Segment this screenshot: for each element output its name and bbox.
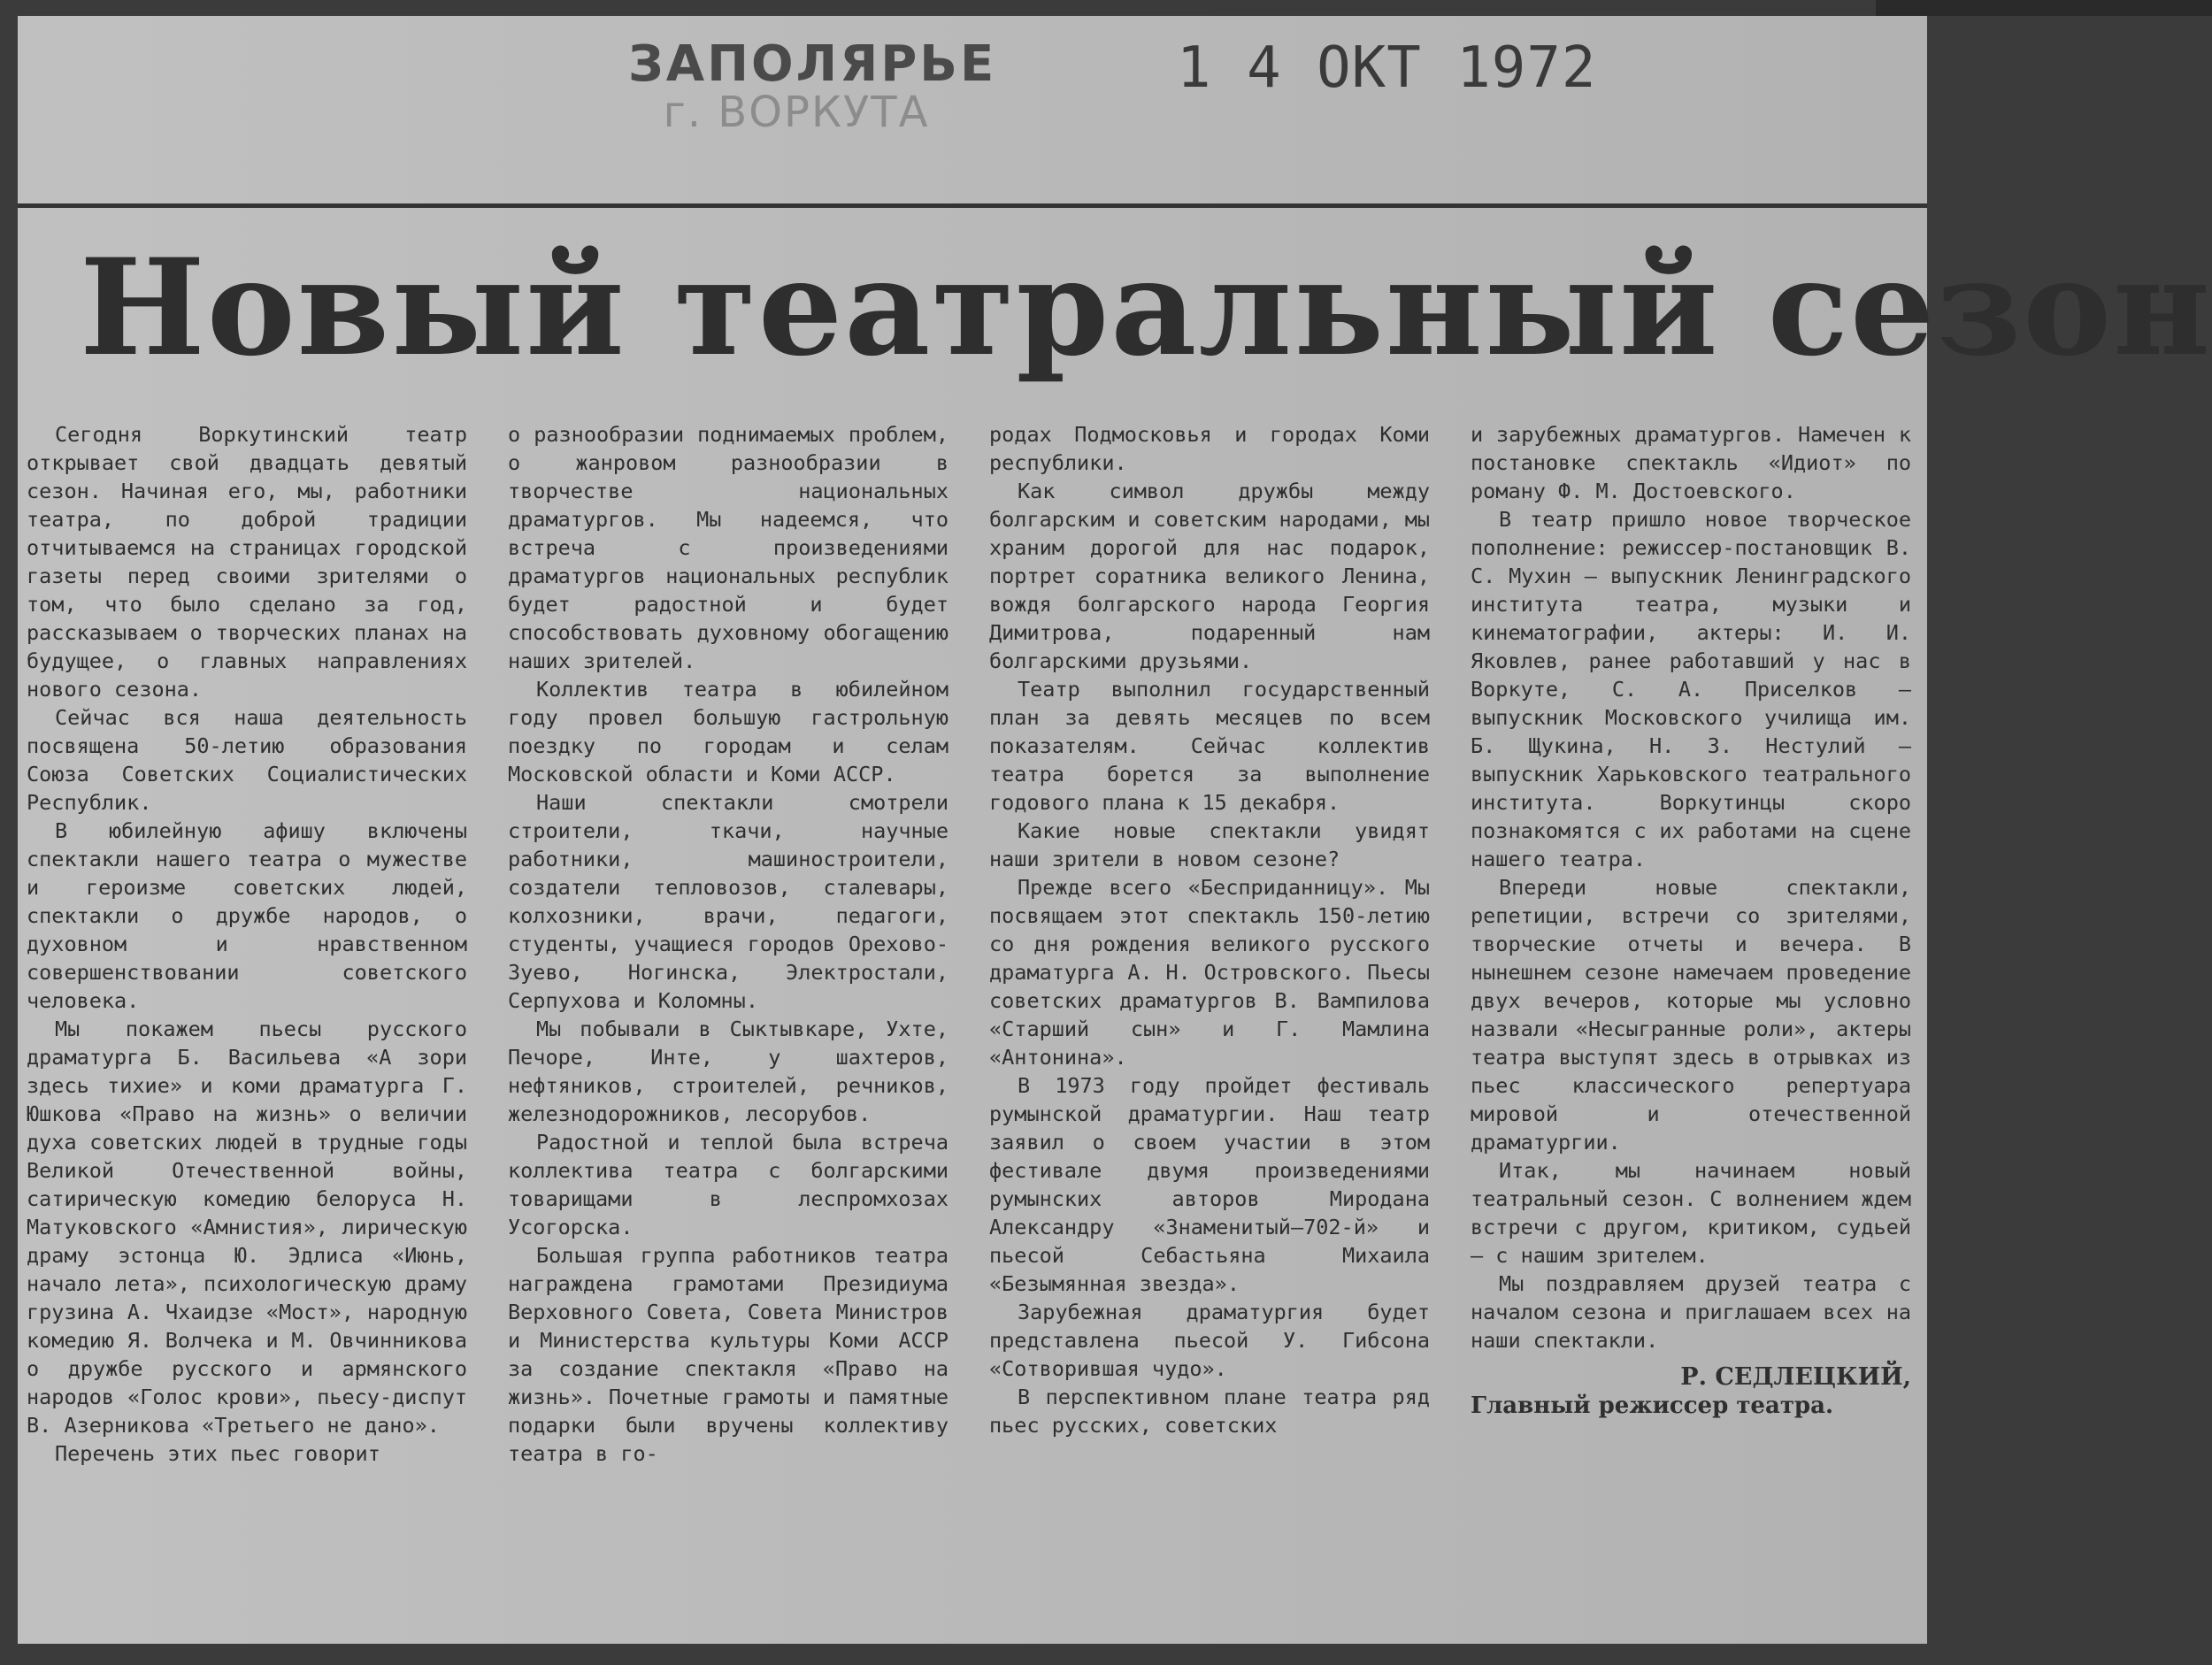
- date-stamp: 1 4 ОКТ 1972: [1177, 35, 1597, 101]
- paragraph: Перечень этих пьес говорит: [55, 1441, 380, 1466]
- paragraph: о разнообразии поднимаемых проблем, о жанровом разнообразии в творчестве национальных драматургов. Мы надеемся, что встреча с произведениями драматургов национальных республик будет радостной и будет способствовать духовному обогащению наших зрителей.: [508, 422, 949, 673]
- paragraph: Зарубежная драматургия будет представлена пьесой У. Гибсона «Сотворившая чудо».: [989, 1300, 1430, 1381]
- paragraph: В театр пришло новое творческое пополнение: режиссер-постановщик В. С. Мухин — выпускник Ленинградского института театра, музыки и кинематографии, актеры: И. И. Яковлев, ранее работавший у нас в Воркуте, С. А. Приселков — выпускник Московского училища им. Б. Щукина, Н. З. Нестулий — выпускник Харьковского театрального института. Воркутинцы скоро познакомятся с их работами на сцене нашего театра.: [1471, 507, 1911, 871]
- paragraph: Сейчас вся наша деятельность посвящена 50-летию образования Союза Советских Социалистических Республик.: [27, 705, 467, 815]
- background-edge: [1876, 0, 2212, 16]
- author-signature: Р. СЕДЛЕЦКИЙ,: [1680, 1363, 1911, 1391]
- paragraph: Мы побывали в Сыктывкаре, Ухте, Печоре, Инте, у шахтеров, нефтяников, строителей, речников, железнодорожников, лесорубов.: [508, 1017, 949, 1126]
- paragraph: Радостной и теплой была встреча коллектива театра с болгарскими товарищами в леспромхозах Усогорска.: [508, 1130, 949, 1239]
- newspaper-name: ЗАПОЛЯРЬЕ: [628, 35, 997, 93]
- paragraph: Как символ дружбы между болгарским и советским народами, мы храним дорогой для нас подарок, портрет соратника великого Ленина, вождя болгарского народа Георгия Димитрова, подаренный нам болгарскими друзьями.: [989, 479, 1430, 673]
- paragraph: Какие новые спектакли увидят наши зрители в новом сезоне?: [989, 818, 1430, 871]
- paragraph: Впереди новые спектакли, репетиции, встречи со зрителями, творческие отчеты и вечера. В нынешнем сезоне намечаем проведение двух вечеров, которые мы условно назвали «Несыгранные роли», актеры театра выступят здесь в отрывках из пьес классического репертуара мировой и отечественной драматургии.: [1471, 875, 1911, 1155]
- paragraph: Театр выполнил государственный план за девять месяцев по всем показателям. Сейчас коллектив театра борется за выполнение годового плана к 15 декабря.: [989, 677, 1430, 815]
- paragraph: Коллектив театра в юбилейном году провел большую гастрольную поездку по городам и селам Московской области и Коми АССР.: [508, 677, 949, 786]
- author-role: Главный режиссер театра.: [1471, 1393, 1834, 1419]
- paragraph: Сегодня Воркутинский театр открывает свой двадцать девятый сезон. Начиная его, мы, работники театра, по доброй традиции отчитываемся на страницах городской газеты перед своими зрителями о том, что было сделано за год, рассказываем о творческих планах на будущее, о главных направлениях нового сезона.: [27, 422, 467, 702]
- column-1: [27, 420, 467, 1632]
- paragraph: Мы покажем пьесы русского драматурга Б. Васильева «А зори здесь тихие» и коми драматурга Г. Юшкова «Право на жизнь» о величии духа советских людей в трудные годы Великой Отечественной войны, сатирическую комедию белоруса Н. Матуковского «Амнистия», лирическую драму эстонца Ю. Эдлиса «Июнь, начало лета», психологическую драму грузина А. Чхаидзе «Мост», народную комедию Я. Волчека и М. Овчинникова о дружбе русского и армянского народов «Голос крови», пьесу-диспут В. Азерникова «Третьего не дано».: [27, 1017, 467, 1438]
- paragraph: В юбилейную афишу включены спектакли нашего театра о мужестве и героизме советских людей, спектакли о дружбе народов, о духовном и нравственном совершенствовании советского человека.: [27, 818, 467, 1013]
- paragraph: Прежде всего «Бесприданницу». Мы посвящаем этот спектакль 150-летию со дня рождения великого русского драматурга А. Н. Островского. Пьесы советских драматургов В. Вампилова «Старший сын» и Г. Мамлина «Антонина».: [989, 875, 1430, 1070]
- paragraph: В 1973 году пройдет фестиваль румынской драматургии. Наш театр заявил о своем участии в этом фестивале двумя произведениями румынских авторов Миродана Александру «Знаменитый—702-й» и пьесой Себастьяна Михаила «Безымянная звезда».: [989, 1073, 1430, 1296]
- header-rule: [18, 203, 1927, 208]
- headline: Новый театральный сезон: [80, 230, 2212, 386]
- masthead-stamp: [628, 35, 997, 137]
- paragraph: Итак, мы начинаем новый театральный сезон. С волнением ждем встречи с другом, критиком, судьей — с нашим зрителем.: [1471, 1158, 1911, 1268]
- column-2: [508, 420, 949, 1632]
- paragraph: и зарубежных драматургов. Намечен к постановке спектакль «Идиот» по роману Ф. М. Достоевского.: [1471, 422, 1911, 503]
- paragraph: Наши спектакли смотрели строители, ткачи, научные работники, машиностроители, создатели тепловозов, сталевары, колхозники, врачи, педагоги, студенты, учащиеся городов Орехово-Зуево, Ногинска, Электростали, Серпухова и Коломны.: [508, 790, 949, 1013]
- paragraph: Большая группа работников театра награждена грамотами Президиума Верховного Совета, Совета Министров и Министерства культуры Коми АССР за создание спектакля «Право на жизнь». Почетные грамоты и памятные подарки были вручены коллективу театра в го-: [508, 1243, 949, 1466]
- column-3: [989, 420, 1430, 1632]
- column-4: [1471, 420, 1911, 1632]
- paragraph: родах Подмосковья и городах Коми республики.: [989, 422, 1430, 475]
- newspaper-city: г. ВОРКУТА: [663, 88, 930, 137]
- paragraph: В перспективном плане театра ряд пьес русских, советских: [989, 1385, 1430, 1438]
- article-body: [27, 420, 1911, 1632]
- paragraph: Мы поздравляем друзей театра с началом сезона и приглашаем всех на наши спектакли.: [1471, 1271, 1911, 1353]
